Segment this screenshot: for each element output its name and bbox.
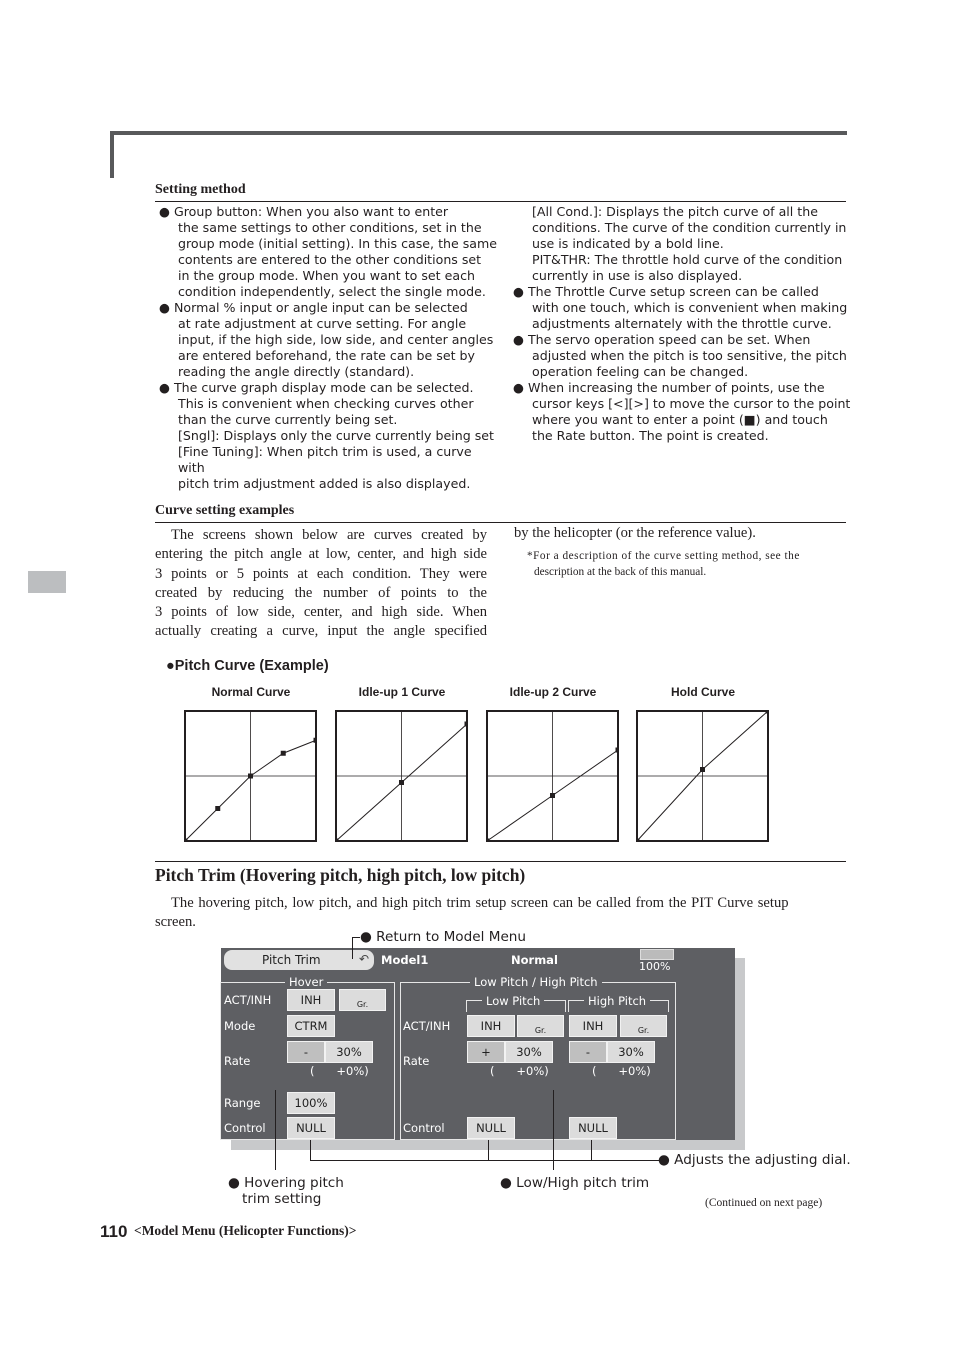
- text-line: actually creating a curve, input the angle specified: [155, 623, 487, 640]
- text-line: operation feeling can be changed.: [532, 364, 749, 379]
- hover-title: Hover: [285, 976, 327, 989]
- hover-range-button[interactable]: 100%: [287, 1092, 335, 1114]
- text-line: [Sngl]: Displays only the curve currently being set: [178, 428, 494, 443]
- battery-icon: [640, 949, 674, 960]
- intro-line-1: The hovering pitch, low pitch, and high pitch trim setup screen can be called from the PIT Curve setup: [171, 895, 789, 911]
- page-number: 110: [100, 1222, 128, 1241]
- hold-curve-graph: [636, 710, 769, 842]
- low-control-button[interactable]: NULL: [467, 1117, 515, 1139]
- annotation-lowhigh: ● Low/High pitch trim: [500, 1175, 650, 1191]
- graph-title-idle2: Idle-up 2 Curve: [509, 685, 597, 699]
- back-icon[interactable]: ↶: [359, 952, 370, 966]
- text-line: the same settings to other conditions, set in the: [178, 220, 482, 235]
- mode-label: Mode: [224, 1019, 256, 1033]
- control-label-lowhigh: Control: [403, 1121, 445, 1135]
- high-act-button[interactable]: INH: [569, 1015, 617, 1037]
- hover-group-button[interactable]: [339, 989, 386, 1011]
- text-line: ● The Throttle Curve setup screen can be called: [513, 284, 819, 299]
- pitch-trim-screen: [221, 948, 735, 1140]
- pitch-trim-intro: [155, 894, 846, 913]
- high-fine-value: ( +0%): [592, 1064, 651, 1078]
- act-label: ACT/INH: [224, 993, 272, 1007]
- group-icon: Gr.: [534, 1026, 547, 1035]
- hover-control-button[interactable]: NULL: [287, 1117, 335, 1139]
- annotation-dial: ● Adjusts the adjusting dial.: [658, 1152, 851, 1168]
- leader-dial-3: [591, 1140, 592, 1160]
- curve-point: [215, 806, 220, 811]
- battery-level: 100%: [639, 960, 671, 973]
- curve-examples-rule: [155, 522, 846, 523]
- text-line: [Fine Tuning]: When pitch trim is used, a curve with: [178, 444, 472, 475]
- text-line: ● When increasing the number of points, use the: [513, 380, 825, 395]
- curve-examples-text: [155, 526, 487, 642]
- hover-act-button[interactable]: INH: [287, 989, 335, 1011]
- annotation-hover-2: trim setting: [242, 1191, 322, 1207]
- rate-label-lowhigh: Rate: [403, 1054, 430, 1068]
- curve-point: [184, 839, 188, 843]
- curve-point: [486, 839, 490, 843]
- text-line: currently in use is also displayed.: [532, 268, 743, 283]
- hover-mode-button[interactable]: CTRM: [287, 1015, 335, 1037]
- text-line: ● The curve graph display mode can be selected.: [159, 380, 474, 395]
- rate-label: Rate: [224, 1054, 251, 1068]
- curve-point: [766, 710, 770, 714]
- header-bar: [110, 131, 114, 178]
- low-rate-sign[interactable]: +: [467, 1041, 505, 1063]
- text-line: entering the pitch angle at low, center, and high side: [155, 546, 487, 563]
- note-line: description at the back of this manual.: [534, 566, 707, 578]
- high-title: High Pitch: [584, 995, 650, 1008]
- text-line: ● The servo operation speed can be set. When: [513, 332, 811, 347]
- leader-hover: [275, 1090, 276, 1170]
- leader-lowhigh: [553, 1090, 554, 1170]
- leader-return-h: [352, 937, 360, 938]
- graph-title-hold: Hold Curve: [670, 685, 735, 699]
- figure-title: ●Pitch Curve (Example): [166, 658, 329, 674]
- act-label-lowhigh: ACT/INH: [403, 1019, 451, 1033]
- header-rule: [110, 131, 847, 135]
- text-line: created by reducing the number of points to the: [155, 584, 487, 601]
- text-line: at rate adjustment at curve setting. For angle: [178, 316, 467, 331]
- curve-point: [335, 839, 339, 843]
- curve-examples-text-cont: by the helicopter (or the reference value).: [514, 525, 756, 541]
- tab-label: Pitch Trim: [262, 953, 321, 967]
- text-line: where you want to enter a point (■) and touch: [532, 412, 828, 427]
- lowhigh-title: Low Pitch / High Pitch: [470, 976, 602, 989]
- leader-dial-1: [310, 1140, 311, 1160]
- setting-method-rule: [155, 201, 846, 202]
- text-line: the Rate button. The point is created.: [532, 428, 769, 443]
- idle-up1-curve-graph: [335, 710, 468, 842]
- leader-dial-2: [488, 1140, 489, 1160]
- control-label: Control: [224, 1121, 266, 1135]
- text-line: 3 points or 5 points at each condition. They were: [155, 565, 487, 582]
- annotation-return: ● Return to Model Menu: [360, 929, 527, 945]
- low-fine-value: ( +0%): [490, 1064, 549, 1078]
- normal-curve-graph: [184, 710, 317, 842]
- group-icon: Gr.: [637, 1026, 650, 1035]
- text-line: This is convenient when checking curves other: [178, 396, 474, 411]
- text-line: condition independently, select the single mode.: [178, 284, 486, 299]
- text-line: [All Cond.]: Displays the pitch curve of all the: [532, 204, 818, 219]
- pitch-trim-intro-2: screen.: [155, 914, 196, 930]
- curve-point: [399, 780, 404, 785]
- text-line: The screens shown below are curves created by: [171, 527, 487, 543]
- high-control-button[interactable]: NULL: [569, 1117, 617, 1139]
- curve-point: [550, 793, 555, 798]
- graph-title-idle1: Idle-up 1 Curve: [358, 685, 446, 699]
- curve-examples-heading: Curve setting examples: [155, 503, 295, 518]
- text-line: ● Normal % input or angle input can be selected: [159, 300, 468, 315]
- high-rate-button[interactable]: 30%: [607, 1041, 655, 1063]
- text-line: 3 points of low side, center, and high side. When: [155, 604, 487, 621]
- text-line: reading the angle directly (standard).: [178, 364, 415, 379]
- low-group-button[interactable]: [517, 1015, 564, 1037]
- curve-method-note: [527, 548, 847, 580]
- text-line: group mode (initial setting). In this case, the same: [178, 236, 498, 251]
- text-line: pitch trim adjustment added is also displayed.: [178, 476, 471, 491]
- group-icon: Gr.: [356, 1000, 369, 1009]
- idle-up2-curve-graph: [486, 710, 619, 842]
- text-line: input, if the high side, low side, and center angles: [178, 332, 494, 347]
- curve-point: [636, 839, 640, 843]
- curve-point: [700, 767, 705, 772]
- low-rate-button[interactable]: 30%: [505, 1041, 553, 1063]
- text-line: use is indicated by a bold line.: [532, 236, 724, 251]
- setting-method-left-column: [159, 204, 499, 492]
- text-line: adjustments alternately with the throttle curve.: [532, 316, 832, 331]
- text-line: contents are entered to the other conditions set: [178, 252, 482, 267]
- text-line: ● Group button: When you also want to enter: [159, 204, 449, 219]
- low-title: Low Pitch: [482, 995, 544, 1008]
- footer-section: <Model Menu (Helicopter Functions)>: [134, 1223, 357, 1238]
- graph-title-normal: Normal Curve: [211, 685, 291, 699]
- text-line: cursor keys [<][>] to move the cursor to the point: [532, 396, 851, 411]
- pitch-trim-rule: [155, 861, 846, 862]
- condition-name: Normal: [511, 953, 558, 967]
- curve-point: [314, 738, 318, 743]
- text-line: are entered beforehand, the rate can be set by: [178, 348, 475, 363]
- pitch-trim-heading: Pitch Trim (Hovering pitch, high pitch, low pitch): [155, 865, 526, 885]
- low-act-button[interactable]: INH: [467, 1015, 515, 1037]
- model-name: Model1: [381, 953, 429, 967]
- leader-dial-h: [310, 1160, 660, 1161]
- setting-method-heading: Setting method: [155, 182, 246, 197]
- continued-note: (Continued on next page): [705, 1197, 823, 1209]
- text-line: conditions. The curve of the condition currently in: [532, 220, 847, 235]
- curve-point: [281, 751, 286, 756]
- high-rate-sign[interactable]: -: [569, 1041, 607, 1063]
- curve-point: [616, 748, 620, 753]
- text-line: adjusted when the pitch is too sensitive, the pitch: [532, 348, 847, 363]
- annotation-hover: ● Hovering pitch: [228, 1175, 344, 1191]
- range-label: Range: [224, 1096, 261, 1110]
- hover-fine-value: ( +0%): [310, 1064, 369, 1078]
- high-group-button[interactable]: [620, 1015, 667, 1037]
- text-line: than the curve currently being set.: [178, 412, 398, 427]
- text-line: with one touch, which is convenient when making: [532, 300, 848, 315]
- curve-point: [248, 774, 253, 779]
- text-line: PIT&THR: The throttle hold curve of the condition: [532, 252, 843, 267]
- side-tab: [28, 571, 66, 593]
- setting-method-right-column: [513, 204, 853, 444]
- leader-return: [352, 937, 353, 959]
- hover-rate-sign[interactable]: -: [287, 1041, 325, 1063]
- text-line: in the group mode. When you want to set each: [178, 268, 475, 283]
- hover-rate-button[interactable]: 30%: [325, 1041, 373, 1063]
- note-line: *For a description of the curve setting method, see the: [527, 550, 800, 562]
- curve-point: [465, 722, 469, 727]
